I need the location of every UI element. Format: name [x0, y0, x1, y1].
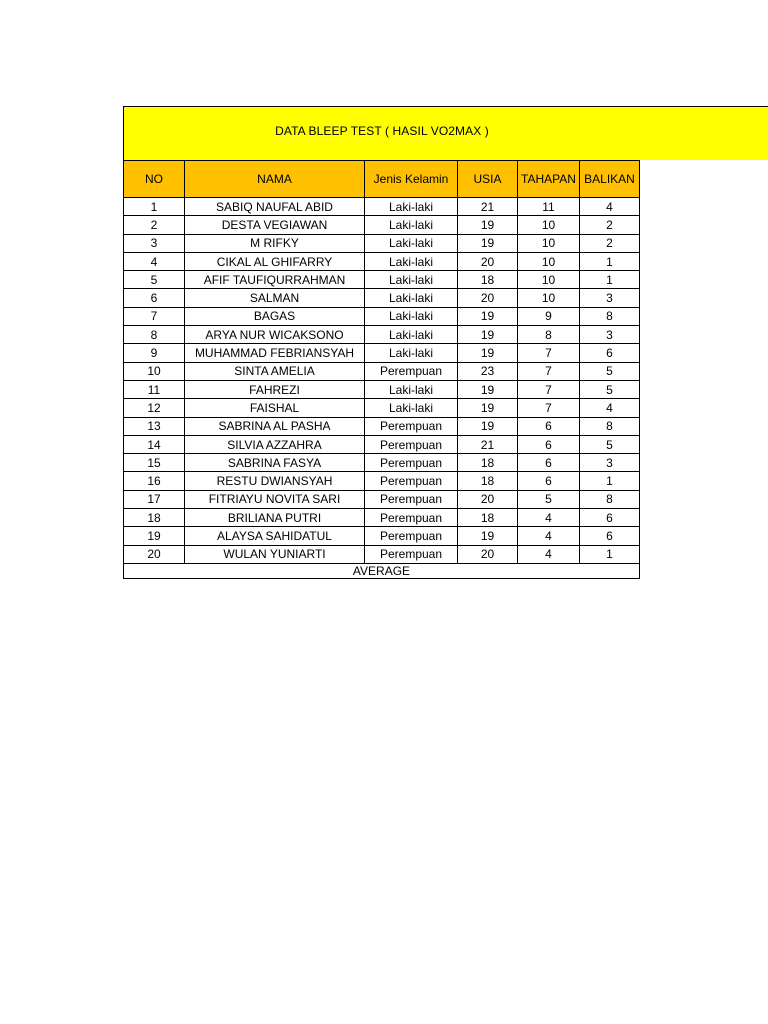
table-row — [124, 271, 640, 289]
cell-usia[interactable]: 20 — [458, 252, 518, 270]
table-row — [124, 380, 640, 398]
cell-tahapan[interactable]: 7 — [518, 380, 580, 398]
cell-no[interactable]: 4 — [124, 252, 185, 270]
cell-usia[interactable]: 19 — [458, 216, 518, 234]
cell-nama[interactable]: CIKAL AL GHIFARRY — [185, 252, 365, 270]
cell-balikan[interactable]: 8 — [580, 417, 640, 435]
cell-jenis-kelamin[interactable]: Perempuan — [365, 490, 458, 508]
cell-no[interactable]: 13 — [124, 417, 185, 435]
cell-no[interactable]: 1 — [124, 198, 185, 216]
cell-usia[interactable]: 18 — [458, 271, 518, 289]
cell-usia[interactable]: 19 — [458, 344, 518, 362]
cell-jenis-kelamin[interactable]: Laki-laki — [365, 326, 458, 344]
cell-tahapan[interactable]: 7 — [518, 362, 580, 380]
cell-nama[interactable]: BRILIANA PUTRI — [185, 509, 365, 527]
cell-balikan[interactable]: 2 — [580, 216, 640, 234]
cell-nama[interactable]: BAGAS — [185, 307, 365, 325]
cell-balikan[interactable]: 8 — [580, 490, 640, 508]
cell-balikan[interactable]: 5 — [580, 435, 640, 453]
table-body — [124, 198, 640, 564]
cell-jenis-kelamin[interactable]: Laki-laki — [365, 344, 458, 362]
cell-nama[interactable]: RESTU DWIANSYAH — [185, 472, 365, 490]
cell-no[interactable]: 11 — [124, 380, 185, 398]
table-row — [124, 362, 640, 380]
header-row — [124, 161, 640, 198]
cell-tahapan[interactable]: 6 — [518, 435, 580, 453]
cell-nama[interactable]: FAHREZI — [185, 380, 365, 398]
cell-tahapan[interactable]: 10 — [518, 216, 580, 234]
table-row — [124, 307, 640, 325]
cell-usia[interactable]: 18 — [458, 472, 518, 490]
table-row — [124, 472, 640, 490]
cell-jenis-kelamin[interactable]: Perempuan — [365, 472, 458, 490]
cell-nama[interactable]: SINTA AMELIA — [185, 362, 365, 380]
cell-nama[interactable]: ALAYSA SAHIDATUL — [185, 527, 365, 545]
table-row — [124, 252, 640, 270]
cell-nama[interactable]: SABRINA FASYA — [185, 454, 365, 472]
cell-balikan[interactable]: 8 — [580, 307, 640, 325]
cell-no[interactable]: 18 — [124, 509, 185, 527]
cell-no[interactable]: 3 — [124, 234, 185, 252]
cell-nama[interactable]: WULAN YUNIARTI — [185, 545, 365, 563]
cell-no[interactable]: 14 — [124, 435, 185, 453]
cell-usia[interactable]: 19 — [458, 307, 518, 325]
title-band — [123, 106, 768, 160]
cell-balikan[interactable]: 4 — [580, 198, 640, 216]
cell-balikan[interactable]: 5 — [580, 380, 640, 398]
cell-tahapan[interactable]: 6 — [518, 417, 580, 435]
cell-tahapan[interactable]: 10 — [518, 234, 580, 252]
cell-tahapan[interactable]: 5 — [518, 490, 580, 508]
table-row — [124, 417, 640, 435]
cell-no[interactable]: 5 — [124, 271, 185, 289]
table-row — [124, 344, 640, 362]
cell-tahapan[interactable]: 4 — [518, 545, 580, 563]
cell-jenis-kelamin[interactable]: Perempuan — [365, 362, 458, 380]
cell-usia[interactable]: 23 — [458, 362, 518, 380]
cell-balikan[interactable]: 5 — [580, 362, 640, 380]
cell-nama[interactable]: MUHAMMAD FEBRIANSYAH — [185, 344, 365, 362]
cell-tahapan[interactable]: 11 — [518, 198, 580, 216]
cell-jenis-kelamin[interactable]: Perempuan — [365, 509, 458, 527]
table-row — [124, 527, 640, 545]
cell-nama[interactable]: SILVIA AZZAHRA — [185, 435, 365, 453]
cell-usia[interactable]: 20 — [458, 545, 518, 563]
sheet-title[interactable]: DATA BLEEP TEST ( HASIL VO2MAX ) — [275, 124, 489, 138]
header-balikan[interactable]: BALIKAN — [580, 161, 640, 198]
cell-tahapan[interactable]: 4 — [518, 509, 580, 527]
cell-usia[interactable]: 19 — [458, 326, 518, 344]
cell-tahapan[interactable]: 9 — [518, 307, 580, 325]
header-jenis-kelamin[interactable]: Jenis Kelamin — [365, 161, 458, 198]
cell-tahapan[interactable]: 7 — [518, 399, 580, 417]
cell-tahapan[interactable]: 6 — [518, 454, 580, 472]
cell-tahapan[interactable]: 7 — [518, 344, 580, 362]
cell-usia[interactable]: 20 — [458, 490, 518, 508]
table-row — [124, 545, 640, 563]
cell-jenis-kelamin[interactable]: Perempuan — [365, 545, 458, 563]
cell-nama[interactable]: SABRINA AL PASHA — [185, 417, 365, 435]
cell-tahapan[interactable]: 10 — [518, 271, 580, 289]
cell-tahapan[interactable]: 4 — [518, 527, 580, 545]
cell-jenis-kelamin[interactable]: Laki-laki — [365, 289, 458, 307]
cell-balikan[interactable]: 3 — [580, 454, 640, 472]
cell-balikan[interactable]: 3 — [580, 326, 640, 344]
cell-no[interactable]: 9 — [124, 344, 185, 362]
cell-tahapan[interactable]: 8 — [518, 326, 580, 344]
cell-jenis-kelamin[interactable]: Perempuan — [365, 417, 458, 435]
cell-usia[interactable]: 21 — [458, 198, 518, 216]
table-row — [124, 454, 640, 472]
table-row — [124, 490, 640, 508]
cell-no[interactable]: 6 — [124, 289, 185, 307]
cell-usia[interactable]: 19 — [458, 234, 518, 252]
cell-nama[interactable]: SABIQ NAUFAL ABID — [185, 198, 365, 216]
cell-jenis-kelamin[interactable]: Perempuan — [365, 527, 458, 545]
table-row — [124, 509, 640, 527]
header-nama[interactable]: NAMA — [185, 161, 365, 198]
cell-no[interactable]: 2 — [124, 216, 185, 234]
table-row — [124, 198, 640, 216]
cell-no[interactable]: 15 — [124, 454, 185, 472]
cell-balikan[interactable]: 4 — [580, 399, 640, 417]
cell-jenis-kelamin[interactable]: Laki-laki — [365, 216, 458, 234]
cell-no[interactable]: 12 — [124, 399, 185, 417]
cell-jenis-kelamin[interactable]: Laki-laki — [365, 399, 458, 417]
cell-no[interactable]: 7 — [124, 307, 185, 325]
table-row — [124, 435, 640, 453]
header-usia[interactable]: USIA — [458, 161, 518, 198]
cell-jenis-kelamin[interactable]: Laki-laki — [365, 252, 458, 270]
cell-balikan[interactable]: 1 — [580, 271, 640, 289]
cell-jenis-kelamin[interactable]: Perempuan — [365, 454, 458, 472]
table-row — [124, 399, 640, 417]
cell-jenis-kelamin[interactable]: Laki-laki — [365, 307, 458, 325]
cell-jenis-kelamin[interactable]: Perempuan — [365, 435, 458, 453]
cell-jenis-kelamin[interactable]: Laki-laki — [365, 271, 458, 289]
cell-nama[interactable]: FITRIAYU NOVITA SARI — [185, 490, 365, 508]
cell-usia[interactable]: 19 — [458, 527, 518, 545]
cell-nama[interactable]: SALMAN — [185, 289, 365, 307]
cell-nama[interactable]: ARYA NUR WICAKSONO — [185, 326, 365, 344]
header-no[interactable]: NO — [124, 161, 185, 198]
cell-usia[interactable]: 18 — [458, 454, 518, 472]
table-row — [124, 216, 640, 234]
cell-jenis-kelamin[interactable]: Laki-laki — [365, 234, 458, 252]
average-row — [124, 563, 640, 578]
cell-usia[interactable]: 19 — [458, 417, 518, 435]
cell-no[interactable]: 19 — [124, 527, 185, 545]
table-row — [124, 234, 640, 252]
cell-usia[interactable]: 21 — [458, 435, 518, 453]
average-label[interactable]: AVERAGE — [124, 563, 640, 578]
cell-nama[interactable]: DESTA VEGIAWAN — [185, 216, 365, 234]
cell-no[interactable]: 17 — [124, 490, 185, 508]
cell-balikan[interactable]: 6 — [580, 527, 640, 545]
data-table — [123, 160, 640, 579]
cell-balikan[interactable]: 3 — [580, 289, 640, 307]
cell-balikan[interactable]: 6 — [580, 509, 640, 527]
cell-balikan[interactable]: 6 — [580, 344, 640, 362]
table-row — [124, 326, 640, 344]
cell-usia[interactable]: 19 — [458, 380, 518, 398]
cell-jenis-kelamin[interactable]: Laki-laki — [365, 380, 458, 398]
cell-tahapan[interactable]: 10 — [518, 289, 580, 307]
cell-usia[interactable]: 18 — [458, 509, 518, 527]
cell-jenis-kelamin[interactable]: Laki-laki — [365, 198, 458, 216]
cell-nama[interactable]: M RIFKY — [185, 234, 365, 252]
cell-nama[interactable]: FAISHAL — [185, 399, 365, 417]
cell-tahapan[interactable]: 10 — [518, 252, 580, 270]
cell-no[interactable]: 8 — [124, 326, 185, 344]
table-row — [124, 289, 640, 307]
cell-balikan[interactable]: 1 — [580, 252, 640, 270]
cell-usia[interactable]: 19 — [458, 399, 518, 417]
cell-nama[interactable]: AFIF TAUFIQURRAHMAN — [185, 271, 365, 289]
cell-balikan[interactable]: 1 — [580, 472, 640, 490]
cell-usia[interactable]: 20 — [458, 289, 518, 307]
cell-no[interactable]: 20 — [124, 545, 185, 563]
cell-no[interactable]: 10 — [124, 362, 185, 380]
header-tahapan[interactable]: TAHAPAN — [518, 161, 580, 198]
cell-balikan[interactable]: 1 — [580, 545, 640, 563]
cell-balikan[interactable]: 2 — [580, 234, 640, 252]
cell-tahapan[interactable]: 6 — [518, 472, 580, 490]
cell-no[interactable]: 16 — [124, 472, 185, 490]
